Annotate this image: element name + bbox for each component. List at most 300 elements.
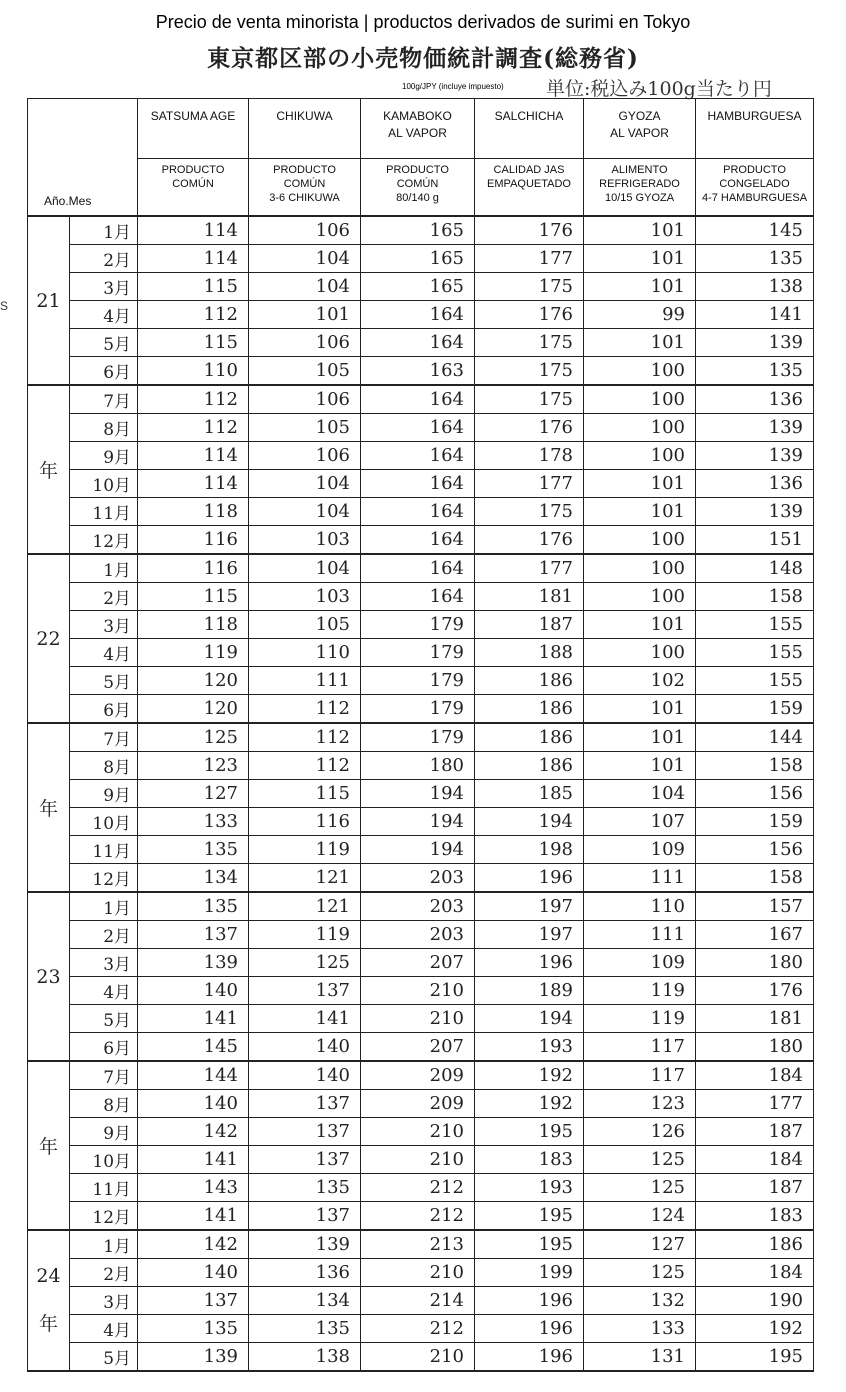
price-cell: 157 [696,892,814,921]
col-name: HAMBURGUESA [707,109,802,123]
price-cell: 165 [361,273,475,301]
table-row [28,442,814,470]
price-cell: 125 [584,1174,696,1202]
month-cell: 9月 [70,780,138,808]
desc-line: CONGELADO [719,178,790,190]
price-cell: 179 [361,723,475,752]
price-cell: 203 [361,892,475,921]
price-cell: 115 [138,273,249,301]
price-cell: 189 [475,977,584,1005]
price-cell: 139 [696,442,814,470]
price-cell: 137 [249,1090,361,1118]
price-cell: 197 [475,892,584,921]
price-cell: 135 [696,357,814,386]
price-cell: 158 [696,864,814,893]
price-cell: 207 [361,1033,475,1062]
table-row [28,1061,814,1090]
table-row [28,1146,814,1174]
price-cell: 139 [249,1230,361,1259]
price-cell: 195 [475,1118,584,1146]
month-cell: 2月 [70,245,138,273]
price-cell: 116 [249,808,361,836]
unit-note-es: 100g/JPY (incluye impuesto) [402,82,504,91]
desc-line: PRODUCTO [386,164,449,176]
table-row [28,921,814,949]
year-label: 23 [28,892,70,1061]
price-cell: 125 [249,949,361,977]
table-row [28,498,814,526]
price-cell: 101 [584,245,696,273]
price-cell: 101 [584,498,696,526]
price-cell: 177 [475,470,584,498]
price-cell: 139 [138,949,249,977]
desc-line: ALIMENTO [611,164,668,176]
price-cell: 110 [138,357,249,386]
desc-line: 10/15 GYOZA [604,192,675,204]
month-cell: 12月 [70,526,138,555]
price-cell: 106 [249,385,361,414]
month-cell: 10月 [70,1146,138,1174]
table-row [28,1174,814,1202]
price-cell: 100 [584,583,696,611]
table-row [28,752,814,780]
price-cell: 193 [475,1033,584,1062]
year-label: 21 [28,216,70,385]
price-cell: 164 [361,554,475,583]
price-cell: 136 [696,470,814,498]
desc-line: 4-7 HAMBURGUESA [701,192,808,204]
price-cell: 210 [361,1259,475,1287]
table-row [28,301,814,329]
price-cell: 187 [696,1118,814,1146]
price-cell: 176 [696,977,814,1005]
year-label: 年 [28,385,70,554]
price-cell: 190 [696,1287,814,1315]
price-cell: 197 [475,921,584,949]
price-cell: 156 [696,780,814,808]
table-row [28,1343,814,1372]
price-cell: 112 [138,385,249,414]
month-cell: 4月 [70,1315,138,1343]
price-cell: 187 [696,1174,814,1202]
table-row [28,1005,814,1033]
month-cell: 6月 [70,357,138,386]
col-name-2: AL VAPOR [610,126,669,140]
desc-line: COMÚN [396,178,439,190]
price-cell: 175 [475,329,584,357]
desc-line: CALIDAD JAS [493,164,565,176]
price-cell: 175 [475,385,584,414]
table-row [28,949,814,977]
price-cell: 203 [361,864,475,893]
table-row [28,1287,814,1315]
price-cell: 209 [361,1061,475,1090]
price-cell: 196 [475,949,584,977]
col-description [361,159,475,217]
price-cell: 155 [696,639,814,667]
table-row [28,977,814,1005]
month-cell: 2月 [70,1259,138,1287]
price-cell: 183 [475,1146,584,1174]
price-cell: 165 [361,245,475,273]
price-cell: 185 [475,780,584,808]
price-cell: 164 [361,385,475,414]
price-cell: 183 [696,1202,814,1231]
price-cell: 111 [249,667,361,695]
price-cell: 179 [361,695,475,724]
price-cell: 194 [475,1005,584,1033]
price-cell: 101 [584,723,696,752]
table-row [28,526,814,555]
price-cell: 158 [696,583,814,611]
price-cell: 118 [138,611,249,639]
price-cell: 106 [249,216,361,245]
price-cell: 176 [475,216,584,245]
month-cell: 8月 [70,414,138,442]
price-cell: 104 [249,273,361,301]
price-cell: 112 [249,695,361,724]
table-row [28,329,814,357]
price-cell: 179 [361,611,475,639]
price-cell: 165 [361,216,475,245]
table-row [28,1118,814,1146]
month-cell: 12月 [70,864,138,893]
table-row [28,1090,814,1118]
table-row [28,667,814,695]
price-cell: 120 [138,695,249,724]
price-cell: 175 [475,273,584,301]
price-cell: 193 [475,1174,584,1202]
price-cell: 112 [249,723,361,752]
col-name: SALCHICHA [494,109,564,123]
price-cell: 151 [696,526,814,555]
price-cell: 195 [696,1343,814,1372]
price-cell: 164 [361,414,475,442]
price-cell: 100 [584,414,696,442]
desc-line: REFRIGERADO [599,178,680,190]
price-cell: 99 [584,301,696,329]
table-row [28,554,814,583]
year-label: 22 [28,554,70,723]
price-cell: 210 [361,1118,475,1146]
col-name: GYOZA [618,109,661,123]
price-cell: 179 [361,667,475,695]
price-cell: 214 [361,1287,475,1315]
col-name: CHIKUWA [276,109,333,123]
col-name: KAMABOKO [383,109,452,123]
price-cell: 186 [475,667,584,695]
price-cell: 203 [361,921,475,949]
price-cell: 131 [584,1343,696,1372]
price-cell: 167 [696,921,814,949]
price-cell: 181 [696,1005,814,1033]
price-cell: 104 [249,554,361,583]
price-cell: 164 [361,526,475,555]
price-cell: 134 [249,1287,361,1315]
price-cell: 139 [696,414,814,442]
table-row [28,780,814,808]
table-row [28,273,814,301]
price-cell: 145 [696,216,814,245]
price-cell: 164 [361,301,475,329]
month-cell: 7月 [70,1061,138,1090]
price-cell: 100 [584,526,696,555]
month-cell: 3月 [70,273,138,301]
table-row [28,695,814,724]
price-cell: 141 [138,1005,249,1033]
col-header [475,99,584,159]
price-cell: 210 [361,1146,475,1174]
table-row [28,1033,814,1062]
col-description [696,159,814,217]
table-row [28,385,814,414]
price-cell: 143 [138,1174,249,1202]
price-cell: 103 [249,583,361,611]
price-cell: 134 [138,864,249,893]
price-table [27,98,814,1372]
table-row [28,892,814,921]
table-row [28,357,814,386]
month-cell: 11月 [70,498,138,526]
table-row [28,1202,814,1231]
price-cell: 141 [138,1202,249,1231]
month-cell: 8月 [70,752,138,780]
price-cell: 195 [475,1230,584,1259]
unit-note-jp: 単位:税込み100g当たり円 [546,78,772,100]
price-cell: 140 [138,1090,249,1118]
desc-line: COMÚN [172,178,214,190]
col-header [584,99,696,159]
price-cell: 135 [249,1174,361,1202]
month-cell: 12月 [70,1202,138,1231]
price-cell: 102 [584,667,696,695]
price-cell: 140 [138,1259,249,1287]
col-name: SATSUMA AGE [150,109,236,123]
price-cell: 186 [475,752,584,780]
price-cell: 115 [138,583,249,611]
price-cell: 101 [584,470,696,498]
price-cell: 212 [361,1315,475,1343]
col-description [249,159,361,217]
price-cell: 114 [138,245,249,273]
month-cell: 1月 [70,892,138,921]
price-cell: 187 [475,611,584,639]
price-cell: 210 [361,1005,475,1033]
price-cell: 144 [696,723,814,752]
price-cell: 195 [475,1202,584,1231]
table-row [28,583,814,611]
price-cell: 155 [696,667,814,695]
table-row [28,808,814,836]
price-cell: 133 [138,808,249,836]
table-row [28,470,814,498]
price-cell: 180 [361,752,475,780]
price-cell: 119 [249,921,361,949]
price-cell: 139 [138,1343,249,1372]
month-cell: 3月 [70,611,138,639]
price-cell: 135 [138,892,249,921]
table-row [28,836,814,864]
month-cell: 6月 [70,695,138,724]
price-cell: 125 [138,723,249,752]
price-cell: 116 [138,526,249,555]
price-cell: 192 [475,1061,584,1090]
col-header [696,99,814,159]
price-cell: 180 [696,1033,814,1062]
price-cell: 104 [249,245,361,273]
desc-line: 80/140 g [396,192,439,204]
price-cell: 194 [361,780,475,808]
price-cell: 184 [696,1146,814,1174]
price-cell: 137 [138,921,249,949]
month-cell: 7月 [70,385,138,414]
price-cell: 121 [249,892,361,921]
price-cell: 184 [696,1061,814,1090]
table-row [28,216,814,245]
col-description [138,159,249,217]
price-cell: 186 [475,723,584,752]
price-cell: 137 [249,1146,361,1174]
col-name-2: AL VAPOR [388,126,447,140]
price-cell: 112 [138,301,249,329]
price-cell: 199 [475,1259,584,1287]
price-cell: 144 [138,1061,249,1090]
price-cell: 135 [249,1315,361,1343]
price-cell: 106 [249,442,361,470]
price-cell: 194 [361,836,475,864]
price-cell: 124 [584,1202,696,1231]
price-cell: 158 [696,752,814,780]
table-row [28,245,814,273]
month-cell: 5月 [70,1005,138,1033]
month-cell: 5月 [70,1343,138,1372]
price-cell: 112 [249,752,361,780]
month-cell: 11月 [70,1174,138,1202]
price-cell: 135 [138,1315,249,1343]
price-cell: 178 [475,442,584,470]
month-cell: 9月 [70,1118,138,1146]
price-cell: 127 [584,1230,696,1259]
price-cell: 188 [475,639,584,667]
desc-line: PRODUCTO [161,164,225,176]
price-cell: 180 [696,949,814,977]
price-cell: 101 [584,273,696,301]
table-row [28,1315,814,1343]
price-cell: 117 [584,1061,696,1090]
price-cell: 101 [584,329,696,357]
price-cell: 138 [696,273,814,301]
price-cell: 104 [249,470,361,498]
price-cell: 101 [584,752,696,780]
price-cell: 123 [584,1090,696,1118]
col-header [249,99,361,159]
price-cell: 137 [249,1118,361,1146]
month-cell: 5月 [70,667,138,695]
price-cell: 127 [138,780,249,808]
price-cell: 210 [361,1343,475,1372]
price-cell: 100 [584,554,696,583]
price-cell: 175 [475,498,584,526]
price-cell: 192 [696,1315,814,1343]
month-cell: 4月 [70,301,138,329]
year-label: 24 年 [28,1230,70,1371]
price-cell: 117 [584,1033,696,1062]
price-cell: 148 [696,554,814,583]
desc-line: EMPAQUETADO [487,178,571,190]
price-cell: 141 [249,1005,361,1033]
price-cell: 140 [249,1033,361,1062]
price-cell: 177 [475,554,584,583]
price-cell: 123 [138,752,249,780]
price-cell: 105 [249,414,361,442]
price-cell: 196 [475,1343,584,1372]
price-cell: 105 [249,357,361,386]
month-cell: 4月 [70,977,138,1005]
price-cell: 141 [696,301,814,329]
price-cell: 142 [138,1230,249,1259]
price-cell: 164 [361,583,475,611]
price-cell: 142 [138,1118,249,1146]
price-cell: 164 [361,442,475,470]
price-cell: 196 [475,1315,584,1343]
price-cell: 120 [138,667,249,695]
price-cell: 101 [584,695,696,724]
price-cell: 121 [249,864,361,893]
price-cell: 136 [696,385,814,414]
table-row [28,864,814,893]
price-cell: 110 [584,892,696,921]
header-row-descriptions [28,159,814,217]
price-cell: 125 [584,1259,696,1287]
table-row [28,639,814,667]
price-cell: 111 [584,921,696,949]
month-cell: 10月 [70,808,138,836]
price-cell: 177 [696,1090,814,1118]
price-cell: 101 [584,611,696,639]
price-cell: 212 [361,1174,475,1202]
price-cell: 114 [138,470,249,498]
header-row-names [28,99,814,159]
price-cell: 101 [249,301,361,329]
price-cell: 177 [475,245,584,273]
price-cell: 145 [138,1033,249,1062]
price-cell: 140 [249,1061,361,1090]
price-cell: 198 [475,836,584,864]
price-cell: 125 [584,1146,696,1174]
price-cell: 159 [696,808,814,836]
price-cell: 133 [584,1315,696,1343]
price-cell: 210 [361,977,475,1005]
col-description [584,159,696,217]
price-cell: 181 [475,583,584,611]
price-cell: 100 [584,385,696,414]
price-cell: 139 [696,498,814,526]
price-cell: 100 [584,442,696,470]
japanese-title: 東京都区部の小売物価統計調査(総務省) [207,45,639,72]
month-cell: 1月 [70,554,138,583]
price-cell: 209 [361,1090,475,1118]
price-cell: 114 [138,216,249,245]
year-label: 年 [28,1061,70,1230]
price-cell: 105 [249,611,361,639]
col-description [475,159,584,217]
desc-line: COMÚN [283,178,326,190]
month-cell: 2月 [70,583,138,611]
price-cell: 137 [249,1202,361,1231]
month-cell: 3月 [70,1287,138,1315]
month-cell: 4月 [70,639,138,667]
table-row [28,611,814,639]
